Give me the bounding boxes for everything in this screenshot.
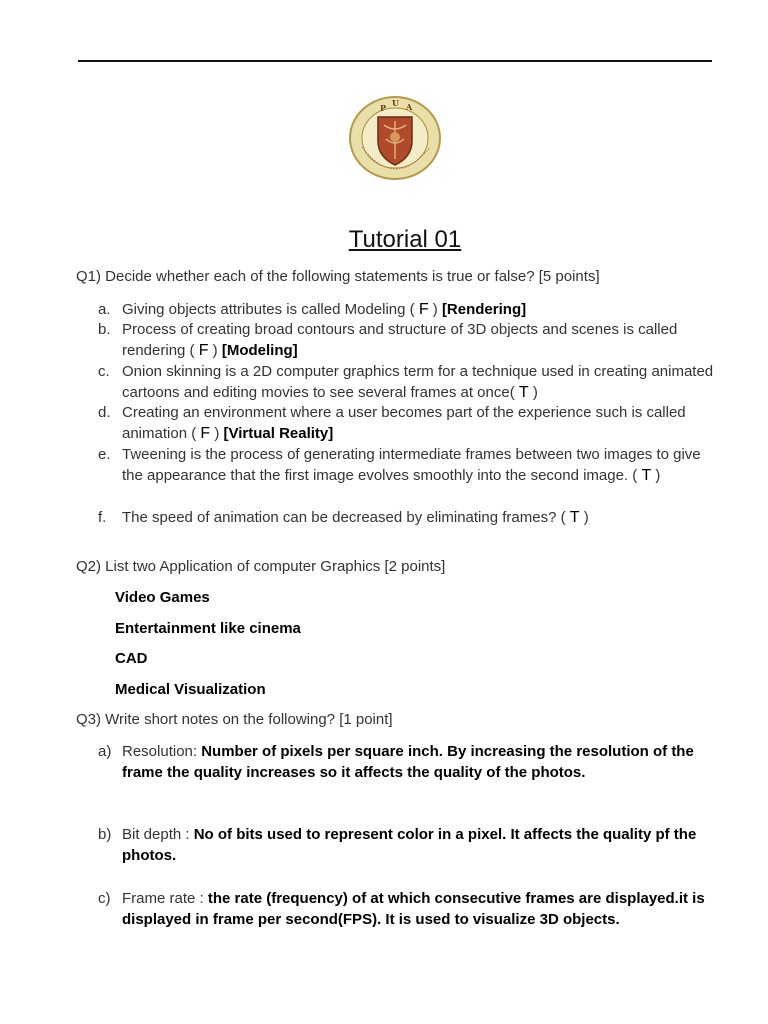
q1-item-mark: F — [418, 301, 429, 318]
q1-item-mark: T — [518, 384, 529, 401]
q3-note-marker: c) — [98, 890, 111, 907]
q1-item — [98, 319, 718, 361]
q1-item-close: ) — [210, 425, 224, 442]
q1-item-mark: F — [200, 425, 211, 442]
q3-note-answer: Number of pixels per square inch. By increasing the resolution of the frame the quality increases so it affects the quality of the photos. — [122, 743, 694, 781]
q3-note-marker: a) — [98, 743, 112, 760]
q2-answer: Medical Visualization — [115, 681, 266, 698]
q2-prompt: Q2) List two Application of computer Graphics [2 points] — [76, 558, 446, 575]
q1-item-answer: [Modeling] — [221, 342, 298, 359]
page-title: Tutorial 01 — [348, 226, 462, 253]
q1-item-mark: T — [641, 467, 652, 484]
q3-note-term: Resolution: — [122, 743, 202, 760]
q1-item-marker: b. — [98, 321, 111, 338]
q1-item-text: The speed of animation can be decreased by eliminating frames? ( — [122, 509, 570, 526]
q1-item-mark: T — [569, 509, 580, 526]
q1-item — [98, 444, 718, 486]
university-seal-logo — [348, 95, 442, 181]
q3-note — [98, 888, 728, 930]
q3-note-answer: No of bits used to represent color in a pixel. It affects the quality pf the photos. — [122, 826, 697, 864]
q2-answer: CAD — [115, 650, 148, 667]
q1-item — [98, 507, 718, 528]
q1-item — [98, 299, 718, 320]
q1-item-answer: [Virtual Reality] — [223, 425, 334, 442]
q1-item-text: Tweening is the process of generating intermediate frames between two images to give the appearance that the first image evolves smoothly into the second image. ( — [122, 446, 701, 484]
q3-note — [98, 741, 728, 783]
header-rule — [78, 60, 712, 62]
q3-note-answer: the rate (frequency) of at which consecutive frames are displayed.it is displayed in frame per second(FPS). It is used to visualize 3D objects. — [122, 890, 705, 928]
q1-item-text: Process of creating broad contours and structure of 3D objects and scenes is called rendering ( — [122, 321, 678, 359]
svg-text:A: A — [406, 102, 413, 112]
q1-item-close: ) — [208, 342, 222, 359]
q3-note-term: Frame rate : — [122, 890, 208, 907]
svg-text:U: U — [392, 98, 399, 108]
q2-answer: Entertainment like cinema — [115, 620, 301, 637]
svg-text:P: P — [380, 103, 387, 113]
q1-item — [98, 361, 718, 403]
q3-note-marker: b) — [98, 826, 112, 843]
q1-prompt: Q1) Decide whether each of the following statements is true or false? [5 points] — [76, 268, 600, 285]
q1-item-marker: c. — [98, 363, 110, 380]
q3-prompt: Q3) Write short notes on the following? [1 point] — [76, 711, 393, 728]
q1-item-marker: a. — [98, 301, 111, 318]
q1-item-close: ) — [428, 301, 442, 318]
q1-item-marker: e. — [98, 446, 111, 463]
q1-item-close: ) — [579, 509, 589, 526]
q3-note — [98, 824, 728, 866]
q1-item — [98, 402, 718, 444]
q1-item-text: Giving objects attributes is called Modeling ( — [122, 301, 419, 318]
q1-item-text: Creating an environment where a user becomes part of the experience such is called animation ( — [122, 404, 686, 442]
q1-item-text: Onion skinning is a 2D computer graphics term for a technique used in creating animated cartoons and editing movies to see several frames at once( — [122, 363, 714, 401]
q1-item-marker: f. — [98, 509, 107, 526]
q1-item-answer: [Rendering] — [441, 301, 527, 318]
q1-item-close: ) — [651, 467, 661, 484]
q2-answer: Video Games — [115, 589, 210, 606]
q1-item-marker: d. — [98, 404, 111, 421]
q1-item-mark: F — [198, 342, 209, 359]
q3-note-term: Bit depth : — [122, 826, 194, 843]
q1-item-close: ) — [528, 384, 538, 401]
